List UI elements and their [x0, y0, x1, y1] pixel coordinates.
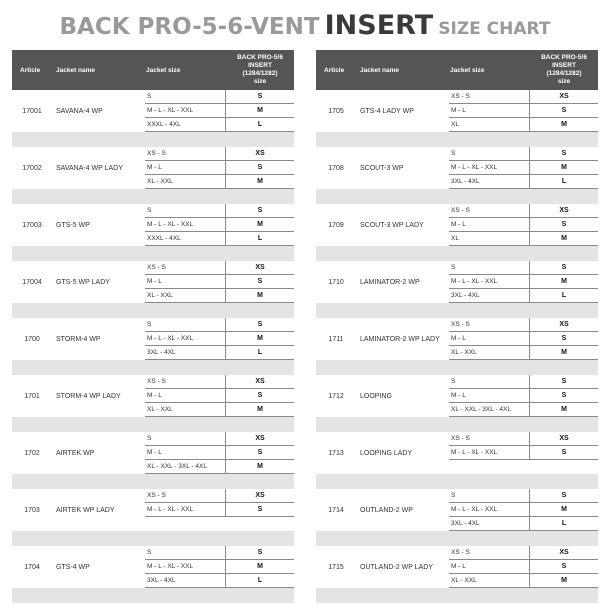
insert-size: S — [561, 392, 567, 399]
header-jacket-name: Jacket name — [56, 66, 96, 74]
insert-size: S — [257, 321, 263, 328]
jacket-group — [12, 489, 294, 546]
separator-band — [12, 588, 294, 603]
jacket-size: S — [147, 207, 152, 214]
article-number: 1703 — [24, 506, 40, 514]
size-row — [449, 560, 598, 574]
size-row — [449, 90, 598, 104]
jacket-size: XS - S — [451, 549, 470, 556]
jacket-size: XL — [451, 121, 459, 128]
jacket-name: LAMINATOR-2 WP LADY — [360, 335, 440, 343]
jacket-size: M - L - XL - XXL — [147, 563, 194, 570]
jacket-size: XS - S — [451, 321, 470, 328]
table-header — [316, 50, 598, 90]
separator-band — [316, 189, 598, 204]
insert-size: S — [257, 506, 263, 513]
insert-size: S — [561, 378, 567, 385]
jacket-name: GTS-4 LADY WP — [360, 107, 414, 115]
jacket-size: XS - S — [147, 378, 166, 385]
column-divider — [529, 147, 530, 189]
jacket-group — [12, 375, 294, 432]
jacket-size: XL - XXL - 3XL - 4XL — [147, 463, 207, 470]
jacket-group — [316, 261, 598, 318]
size-row — [449, 232, 598, 246]
insert-size: S — [257, 549, 263, 556]
size-row — [145, 346, 294, 360]
jacket-size: 3XL - 4XL — [147, 349, 176, 356]
jacket-size: XS - S — [147, 150, 166, 157]
size-row — [145, 332, 294, 346]
size-row — [145, 389, 294, 403]
jacket-size: XL - XXL - 3XL - 4XL — [451, 406, 511, 413]
jacket-name: AIRTEK WP — [56, 449, 95, 457]
article-number: 1708 — [328, 164, 344, 172]
jacket-size: M - L - XL - XXL — [451, 506, 498, 513]
title-size-chart: SIZE CHART — [438, 19, 551, 39]
insert-size: M — [257, 463, 263, 470]
article-number: 17002 — [22, 164, 42, 172]
article-number: 1700 — [24, 335, 40, 343]
article-number: 1705 — [328, 107, 344, 115]
size-row — [449, 489, 598, 503]
header-insert-line4: size — [557, 77, 571, 85]
header-insert-line1: BACK PRO-5/6 — [541, 54, 587, 62]
separator-band — [12, 360, 294, 375]
insert-size: XS — [559, 207, 569, 214]
jacket-size: S — [147, 435, 152, 442]
jacket-group — [316, 432, 598, 489]
chart-title — [0, 10, 610, 41]
insert-size: L — [257, 349, 263, 356]
column-divider — [225, 147, 226, 189]
jacket-size: M - L - XL - XXL — [451, 164, 498, 171]
jacket-name: SAVANA-4 WP — [56, 107, 103, 115]
size-row — [145, 232, 294, 246]
insert-size: S — [257, 449, 263, 456]
jacket-size: 3XL - 4XL — [451, 178, 480, 185]
jacket-name: STORM-4 WP LADY — [56, 392, 121, 400]
jacket-size: M - L — [451, 107, 466, 114]
jacket-size: XL — [451, 235, 459, 242]
size-row — [449, 175, 598, 189]
size-row — [145, 460, 294, 474]
size-row — [145, 104, 294, 118]
size-row — [145, 432, 294, 446]
size-row — [145, 118, 294, 132]
jacket-size: S — [451, 264, 456, 271]
insert-size: L — [561, 292, 567, 299]
size-row — [145, 161, 294, 175]
jacket-name: LOOPING — [360, 392, 392, 400]
insert-size: S — [561, 107, 567, 114]
jacket-group — [12, 432, 294, 489]
insert-size: L — [257, 121, 263, 128]
insert-size: S — [257, 207, 263, 214]
insert-size: M — [257, 292, 263, 299]
column-divider — [529, 204, 530, 246]
size-row — [449, 218, 598, 232]
size-row — [449, 289, 598, 303]
size-row — [449, 261, 598, 275]
jacket-name: LOOPING LADY — [360, 449, 413, 457]
size-row — [449, 147, 598, 161]
jacket-size: M - L - XL - XXL — [147, 335, 194, 342]
separator-band — [12, 132, 294, 147]
header-insert-line2: INSERT — [552, 62, 576, 70]
column-divider — [529, 375, 530, 417]
insert-size: S — [561, 221, 567, 228]
insert-size: S — [561, 264, 567, 271]
jacket-name: LAMINATOR-2 WP — [360, 278, 420, 286]
column-divider — [225, 318, 226, 360]
size-row — [145, 147, 294, 161]
header-article: Article — [324, 66, 345, 74]
article-number: 1702 — [24, 449, 40, 457]
size-row — [145, 318, 294, 332]
insert-size: L — [257, 235, 263, 242]
header-jacket-name: Jacket name — [360, 66, 400, 74]
size-row — [145, 375, 294, 389]
jacket-size: 3XL - 4XL — [147, 577, 176, 584]
column-divider — [529, 261, 530, 303]
insert-size: S — [561, 335, 567, 342]
header-insert-line1: BACK PRO-5/6 — [237, 54, 283, 62]
size-row — [449, 275, 598, 289]
insert-size: XS — [255, 264, 265, 271]
insert-size: XS — [559, 435, 569, 442]
jacket-size: XL - XXL — [147, 292, 173, 299]
header-jacket-size: Jacket size — [450, 66, 485, 74]
header-jacket-size: Jacket size — [146, 66, 181, 74]
size-row — [449, 546, 598, 560]
separator-band — [12, 531, 294, 546]
jacket-size: M - L — [451, 563, 466, 570]
separator-band — [316, 588, 598, 603]
insert-size: M — [561, 506, 567, 513]
size-row — [145, 218, 294, 232]
size-row — [449, 446, 598, 460]
column-divider — [529, 546, 530, 588]
insert-size: L — [561, 178, 567, 185]
jacket-name: SCOUT-3 WP LADY — [360, 221, 424, 229]
insert-size: S — [257, 93, 263, 100]
separator-band — [12, 246, 294, 261]
jacket-size: M - L - XL - XXL — [147, 107, 194, 114]
jacket-size: XXXL - 4XL — [147, 121, 181, 128]
size-row — [145, 446, 294, 460]
header-insert-line2: INSERT — [248, 62, 272, 70]
size-row — [145, 560, 294, 574]
jacket-size: S — [147, 93, 152, 100]
jacket-size: M - L — [451, 221, 466, 228]
insert-size: M — [257, 178, 263, 185]
jacket-group — [12, 90, 294, 147]
jacket-size: M - L — [147, 164, 162, 171]
size-row — [145, 489, 294, 503]
table-header — [12, 50, 294, 90]
article-number: 1701 — [24, 392, 40, 400]
separator-band — [316, 417, 598, 432]
column-divider — [225, 261, 226, 303]
header-insert-line4: size — [253, 77, 267, 85]
jacket-size: M - L - XL - XXL — [451, 278, 498, 285]
insert-size: L — [561, 520, 567, 527]
insert-size: M — [257, 335, 263, 342]
insert-size: S — [257, 392, 263, 399]
jacket-size: M - L - XL - XXL — [451, 449, 498, 456]
size-row — [449, 403, 598, 417]
insert-size: S — [561, 150, 567, 157]
column-divider — [225, 204, 226, 246]
jacket-size: S — [451, 492, 456, 499]
jacket-size: XL - XXL — [147, 406, 173, 413]
jacket-size: M - L - XL - XXL — [147, 506, 194, 513]
insert-size: XS — [559, 549, 569, 556]
article-number: 17004 — [22, 278, 42, 286]
jacket-name: GTS-5 WP — [56, 221, 90, 229]
size-row — [145, 261, 294, 275]
jacket-group — [316, 90, 598, 147]
column-divider — [225, 546, 226, 588]
row-divider — [145, 516, 294, 517]
insert-size: M — [561, 235, 567, 242]
jacket-name: SCOUT-3 WP — [360, 164, 404, 172]
jacket-size: S — [147, 321, 152, 328]
jacket-size: XL - XXL — [451, 349, 477, 356]
insert-size: M — [561, 121, 567, 128]
jacket-size: XS - S — [451, 207, 470, 214]
article-number: 1711 — [328, 335, 344, 343]
jacket-size: XL - XXL — [451, 577, 477, 584]
separator-band — [316, 246, 598, 261]
size-row — [449, 332, 598, 346]
article-number: 1709 — [328, 221, 344, 229]
article-number: 1715 — [328, 563, 344, 571]
header-insert-line3: (1284/1282) — [546, 70, 582, 77]
size-row — [449, 432, 598, 446]
insert-size: M — [561, 164, 567, 171]
column-divider — [529, 90, 530, 132]
jacket-group — [316, 147, 598, 204]
jacket-group — [316, 318, 598, 375]
size-row — [145, 403, 294, 417]
size-row — [449, 118, 598, 132]
insert-size: M — [561, 349, 567, 356]
size-row — [145, 90, 294, 104]
article-number: 1713 — [328, 449, 344, 457]
insert-size: XS — [255, 435, 265, 442]
size-row — [449, 517, 598, 531]
jacket-size: XS - S — [147, 492, 166, 499]
jacket-name: OUTLAND-2 WP LADY — [360, 563, 433, 571]
insert-size: M — [561, 278, 567, 285]
size-row — [449, 375, 598, 389]
size-row — [145, 175, 294, 189]
jacket-size: XS - S — [147, 264, 166, 271]
size-row — [449, 318, 598, 332]
jacket-size: S — [451, 378, 456, 385]
jacket-size: S — [451, 150, 456, 157]
size-row — [449, 161, 598, 175]
left-size-table — [12, 50, 294, 603]
title-insert: INSERT — [324, 10, 434, 41]
article-number: 17003 — [22, 221, 42, 229]
left-groups — [12, 90, 294, 603]
size-row — [145, 289, 294, 303]
jacket-group — [12, 261, 294, 318]
insert-size: S — [561, 492, 567, 499]
insert-size: M — [257, 406, 263, 413]
column-divider — [529, 489, 530, 531]
header-article: Article — [20, 66, 41, 74]
article-number: 1712 — [328, 392, 344, 400]
article-number: 1714 — [328, 506, 344, 514]
separator-band — [316, 474, 598, 489]
size-row — [449, 346, 598, 360]
jacket-size: XS - S — [451, 93, 470, 100]
column-divider — [225, 90, 226, 132]
insert-size: S — [257, 278, 263, 285]
jacket-size: M - L — [451, 335, 466, 342]
jacket-size: XS - S — [451, 435, 470, 442]
jacket-name: OUTLAND-2 WP — [360, 506, 413, 514]
right-groups — [316, 90, 598, 603]
insert-size: S — [561, 449, 567, 456]
jacket-group — [316, 489, 598, 546]
size-row — [449, 503, 598, 517]
separator-band — [316, 132, 598, 147]
row-divider — [449, 459, 598, 460]
article-number: 1710 — [328, 278, 344, 286]
jacket-size: M - L — [147, 392, 162, 399]
column-divider — [529, 318, 530, 360]
jacket-size: M - L — [147, 278, 162, 285]
separator-band — [316, 360, 598, 375]
insert-size: L — [257, 577, 263, 584]
size-row — [145, 503, 294, 517]
jacket-name: SAVANA-4 WP LADY — [56, 164, 123, 172]
jacket-group — [12, 204, 294, 261]
separator-band — [12, 189, 294, 204]
separator-band — [316, 531, 598, 546]
separator-band — [316, 303, 598, 318]
insert-size: XS — [559, 321, 569, 328]
jacket-name: GTS-5 WP LADY — [56, 278, 110, 286]
jacket-group — [316, 204, 598, 261]
jacket-size: XL - XXL — [147, 178, 173, 185]
size-row — [145, 204, 294, 218]
insert-size: XS — [255, 492, 265, 499]
header-insert-line3: (1284/1282) — [242, 70, 278, 77]
right-size-table — [316, 50, 598, 603]
jacket-name: GTS-4 WP — [56, 563, 90, 571]
column-divider — [529, 432, 530, 460]
jacket-name: STORM-4 WP — [56, 335, 101, 343]
size-row — [449, 204, 598, 218]
size-row — [145, 275, 294, 289]
insert-size: XS — [255, 150, 265, 157]
separator-band — [12, 417, 294, 432]
insert-size: M — [257, 221, 263, 228]
jacket-size: M - L - XL - XXL — [147, 221, 194, 228]
header-insert-size — [226, 50, 294, 90]
jacket-group — [12, 546, 294, 603]
insert-size: XS — [255, 378, 265, 385]
jacket-size: S — [147, 549, 152, 556]
column-divider — [225, 489, 226, 517]
jacket-group — [316, 375, 598, 432]
insert-size: M — [257, 107, 263, 114]
jacket-group — [12, 318, 294, 375]
column-divider — [225, 432, 226, 474]
article-number: 17001 — [22, 107, 42, 115]
size-row — [449, 104, 598, 118]
separator-band — [12, 474, 294, 489]
jacket-group — [12, 147, 294, 204]
jacket-size: XXXL - 4XL — [147, 235, 181, 242]
size-row — [145, 574, 294, 588]
size-row — [449, 389, 598, 403]
column-divider — [225, 375, 226, 417]
header-insert-size — [530, 50, 598, 90]
jacket-size: 3XL - 4XL — [451, 292, 480, 299]
insert-size: S — [257, 164, 263, 171]
title-product: BACK PRO-5-6-VENT — [59, 14, 320, 40]
size-row — [449, 574, 598, 588]
insert-size: M — [257, 563, 263, 570]
insert-size: M — [561, 577, 567, 584]
jacket-size: M - L — [147, 449, 162, 456]
jacket-name: AIRTEK WP LADY — [56, 506, 115, 514]
jacket-size: M - L — [451, 392, 466, 399]
insert-size: S — [561, 563, 567, 570]
insert-size: XS — [559, 93, 569, 100]
separator-band — [12, 303, 294, 318]
size-row — [145, 546, 294, 560]
insert-size: M — [561, 406, 567, 413]
article-number: 1704 — [24, 563, 40, 571]
jacket-size: 3XL - 4XL — [451, 520, 480, 527]
jacket-group — [316, 546, 598, 603]
